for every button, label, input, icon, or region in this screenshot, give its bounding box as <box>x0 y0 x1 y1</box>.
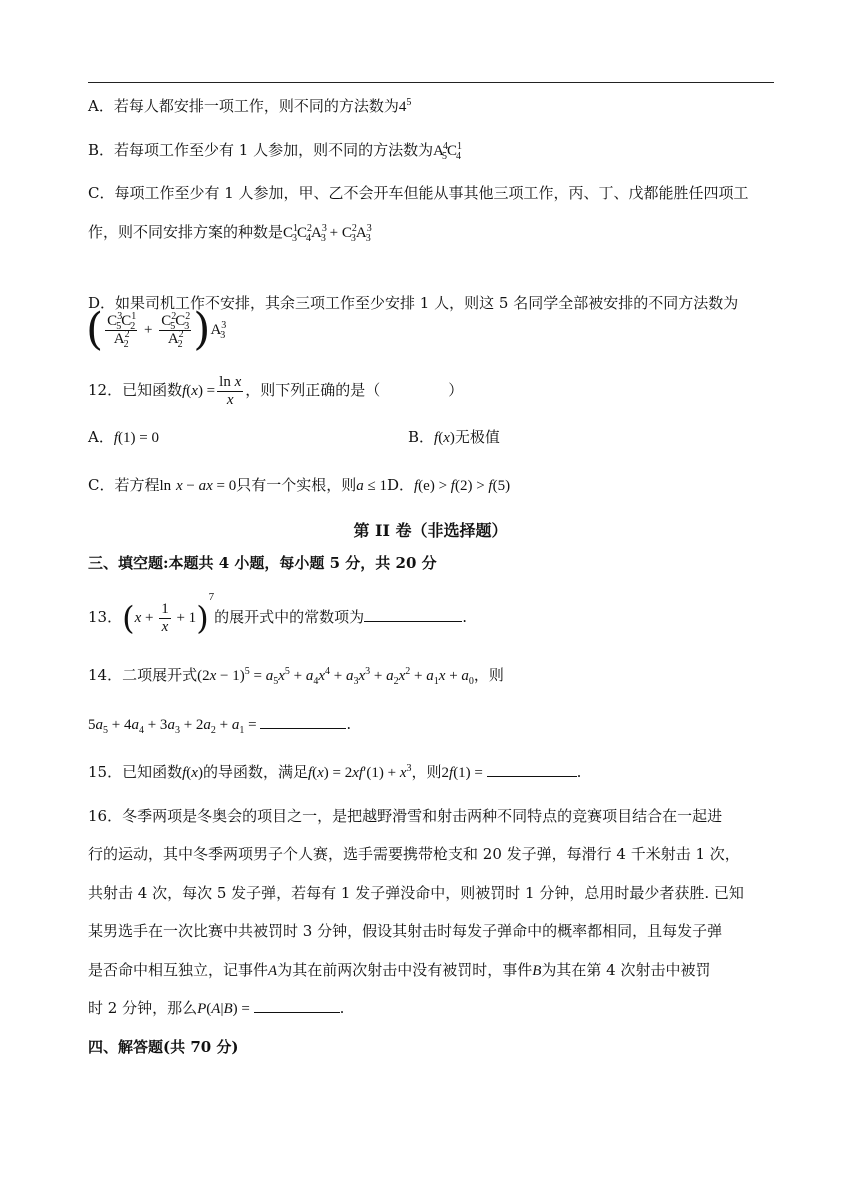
section2-title: 第 II 卷（非选择题） <box>353 521 508 540</box>
q16-period: . <box>339 999 345 1017</box>
q16-line5-c: 为其在第 4 次射击中被罚 <box>541 961 711 979</box>
q11-option-b: B．若每项工作至少有 1 人参加，则不同的方法数为$A^4_5C^1_4$ <box>88 141 462 162</box>
q14-line1: 14．二项展开式$(2x - 1)^5 = a_5x^5 + a_4x^4 + a_3x^3 + a_2x^2 + a_1x + a_0$，则 <box>88 666 504 687</box>
q16-line5: 是否命中相互独立，记事件A为其在前两次射击中没有被罚时，事件B为其在第 4 次射击中被罚 <box>88 961 711 979</box>
q11-option-a-text: A．若每人都安排一项工作，则不同的方法数为 <box>88 97 399 115</box>
q16-line2: 行的运动，其中冬季两项男子个人赛，选手需要携带枪支和 20 发子弹，每滑行 4 千米射击 1 次， <box>88 845 740 863</box>
q12-option-b: B．f(x)无极值 <box>408 428 500 446</box>
q11-option-b-text: B．若每项工作至少有 1 人参加，则不同的方法数为 <box>88 141 434 159</box>
q11-option-c-text2: 作，则不同安排方案的种数是 <box>88 223 284 241</box>
q12-option-b-label: B． <box>408 428 435 446</box>
q12-option-a: A．f(1) = 0 <box>88 428 159 446</box>
q13-period: . <box>462 608 467 626</box>
q16-line6-a: 时 2 分钟，那么 <box>88 999 198 1017</box>
q13-number: 13． <box>88 608 123 626</box>
q12-option-c: C．若方程ln x − ax = 0只有一个实根，则a ≤ 1D．f(e) > f(2) > f(5) <box>88 476 511 494</box>
q16-line1: 16．冬季两项是冬奥会的项目之一，是把越野滑雪和射击两种不同特点的竞赛项目结合在一起进 <box>88 807 723 825</box>
q14-answer-blank[interactable] <box>260 714 346 729</box>
q16-line6: 时 2 分钟，那么P(A|B) = . <box>88 999 345 1017</box>
q12-option-d-label: D． <box>386 476 414 494</box>
q16-line4: 某男选手在一次比赛中共被罚时 3 分钟，假设其射击时每发子弹命中的概率都相同，且每发子弹 <box>88 922 723 940</box>
q12-option-c-text: C．若方程 <box>88 476 160 494</box>
q15: 15．已知函数f(x)的导函数，满足$f(x) = 2xf'(1) + x^3$，则2f(1) = . <box>88 763 582 781</box>
q13: 13．(x + $\frac{1}{x}$ + 1)$^7$的展开式中的常数项为 . <box>88 591 467 637</box>
q11-option-c-line1 <box>88 183 749 203</box>
q15-answer-blank[interactable] <box>487 762 577 777</box>
header-rule <box>88 82 774 83</box>
q12-option-c-text2: 只有一个实根，则 <box>236 476 357 494</box>
q15-period: . <box>576 763 582 781</box>
q14-line2: $5a_5 + 4a_4 + 3a_3 + 2a_2 + a_1$ = . <box>88 715 352 736</box>
q11-option-c-line2: 作，则不同安排方案的种数是$C^1_3C^2_4A^3_3 + C^2_3A^3_3$ <box>88 223 372 244</box>
q15-text-b: 的导函数，满足 <box>202 763 308 781</box>
section3-heading: 三、填空题:本题共 4 小题，每小题 5 分，共 20 分 <box>88 554 437 572</box>
q12-stem-text2: ，则下列正确的是（ <box>245 381 381 399</box>
q14-then: ，则 <box>473 666 504 684</box>
section4-heading: 四、解答题(共 70 分) <box>88 1038 239 1056</box>
q15-text-a: 15．已知函数 <box>88 763 183 781</box>
q16-line5-b: 为其在前两次射击中没有被罚时，事件 <box>277 961 533 979</box>
q16-answer-blank[interactable] <box>254 998 340 1013</box>
q16-line3: 共射击 4 次，每次 5 发子弹，若每有 1 发子弹没命中，则被罚时 1 分钟，总用时最少者获胜. 已知 <box>88 884 744 902</box>
q12-option-a-label: A． <box>88 428 114 446</box>
q15-text-c: ，则 <box>411 763 442 781</box>
q11-option-a: A．若每人都安排一项工作，则不同的方法数为$4^5$ <box>88 97 412 115</box>
q16-line5-a: 是否命中相互独立，记事件 <box>88 961 269 979</box>
q11-option-d-text1: D．如果司机工作不安排，其余三项工作至少安排 1 人，则这 5 名同学全部被安排的不同方法数为 <box>88 294 739 312</box>
q13-answer-blank[interactable] <box>364 607 462 622</box>
q12-stem-text: 12．已知函数 <box>88 381 183 399</box>
q13-text: 的展开式中的常数项为 <box>214 608 365 626</box>
q12-option-b-text: 无极值 <box>454 428 500 446</box>
q11-option-d-formula: ( $\frac{C^3_5C^1_2}{A^2_2}$ + $\frac{C^2_5C^2_3}{A^2_2}$ )$A^3_3$ <box>86 304 227 355</box>
q11-option-c-text1: C．每项工作至少有 1 人参加，甲、乙不会开车但能从事其他三项工作，丙、丁、戊都能胜任四项工 <box>88 184 749 202</box>
q14-period: . <box>346 715 352 733</box>
q14-stem: 14．二项展开式 <box>88 666 198 684</box>
q12-stem: 12．已知函数f(x) = $\frac{\text{ln x}}{x}$ ，则下列正确的是（ ） <box>88 373 464 408</box>
q12-stem-close: ） <box>448 381 464 399</box>
